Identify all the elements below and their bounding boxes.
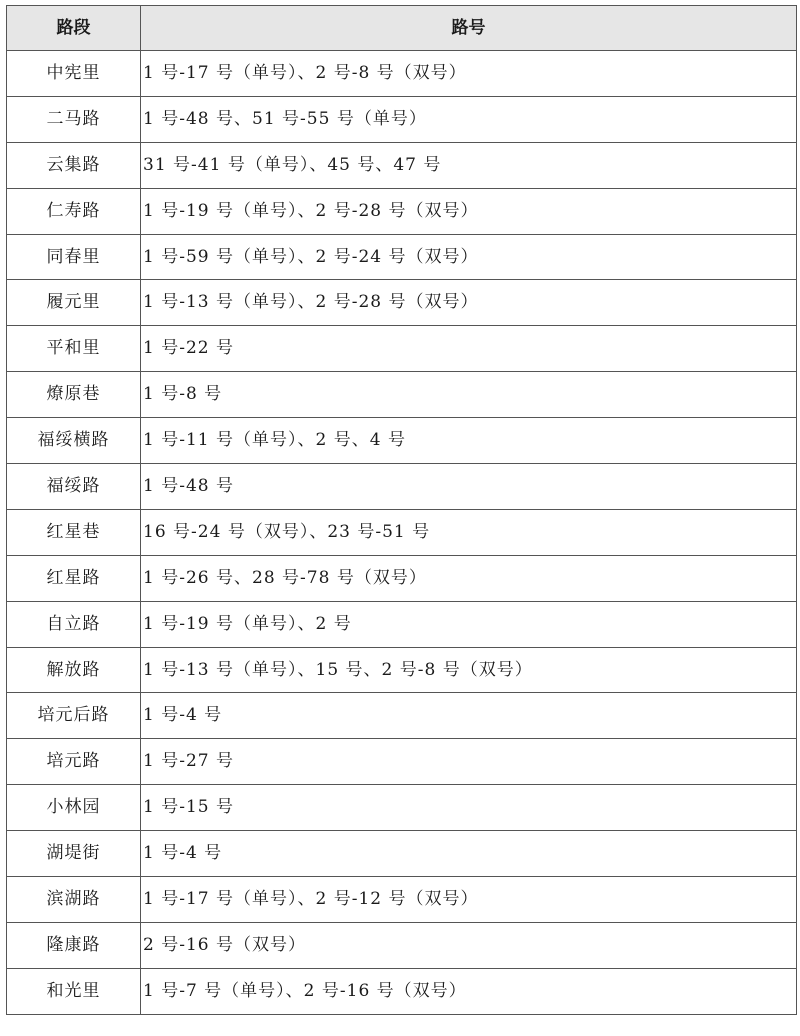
segment-cell: 湖堤街 [7, 831, 141, 877]
numbers-cell: 1 号-48 号 [141, 464, 797, 510]
table-row [7, 555, 797, 601]
table-body [7, 51, 797, 1015]
numbers-cell: 1 号-19 号（单号）、2 号-28 号（双号） [141, 188, 797, 234]
numbers-cell: 1 号-11 号（单号）、2 号、4 号 [141, 418, 797, 464]
segment-cell: 自立路 [7, 601, 141, 647]
segment-cell: 仁寿路 [7, 188, 141, 234]
segment-cell: 履元里 [7, 280, 141, 326]
segment-cell: 隆康路 [7, 922, 141, 968]
segment-cell: 中宪里 [7, 51, 141, 97]
segment-cell: 红星巷 [7, 509, 141, 555]
table-row [7, 739, 797, 785]
numbers-cell: 1 号-13 号（单号）、15 号、2 号-8 号（双号） [141, 647, 797, 693]
numbers-cell: 1 号-59 号（单号）、2 号-24 号（双号） [141, 234, 797, 280]
table-row [7, 372, 797, 418]
segment-cell: 平和里 [7, 326, 141, 372]
numbers-cell: 1 号-4 号 [141, 693, 797, 739]
header-row [7, 6, 797, 51]
segment-cell: 福绥横路 [7, 418, 141, 464]
segment-cell: 解放路 [7, 647, 141, 693]
table-row [7, 831, 797, 877]
numbers-cell: 1 号-22 号 [141, 326, 797, 372]
table-row [7, 188, 797, 234]
numbers-cell: 1 号-15 号 [141, 785, 797, 831]
segment-cell: 红星路 [7, 555, 141, 601]
numbers-cell: 16 号-24 号（双号）、23 号-51 号 [141, 509, 797, 555]
table-row [7, 922, 797, 968]
segment-cell: 和光里 [7, 968, 141, 1014]
numbers-cell: 1 号-7 号（单号）、2 号-16 号（双号） [141, 968, 797, 1014]
numbers-cell: 2 号-16 号（双号） [141, 922, 797, 968]
segment-cell: 滨湖路 [7, 877, 141, 923]
table-row [7, 234, 797, 280]
numbers-cell: 1 号-48 号、51 号-55 号（单号） [141, 96, 797, 142]
table-row [7, 785, 797, 831]
numbers-cell: 1 号-17 号（单号）、2 号-12 号（双号） [141, 877, 797, 923]
street-number-table [6, 5, 797, 1015]
numbers-cell: 1 号-27 号 [141, 739, 797, 785]
table-row [7, 418, 797, 464]
segment-cell: 小林园 [7, 785, 141, 831]
segment-cell: 二马路 [7, 96, 141, 142]
segment-cell: 燎原巷 [7, 372, 141, 418]
segment-cell: 福绥路 [7, 464, 141, 510]
table-row [7, 693, 797, 739]
table-header [7, 6, 797, 51]
table-row [7, 968, 797, 1014]
table-row [7, 464, 797, 510]
header-segment: 路段 [7, 6, 141, 51]
numbers-cell: 1 号-26 号、28 号-78 号（双号） [141, 555, 797, 601]
numbers-cell: 1 号-13 号（单号）、2 号-28 号（双号） [141, 280, 797, 326]
numbers-cell: 1 号-19 号（单号）、2 号 [141, 601, 797, 647]
numbers-cell: 1 号-8 号 [141, 372, 797, 418]
table-row [7, 142, 797, 188]
segment-cell: 同春里 [7, 234, 141, 280]
table-row [7, 280, 797, 326]
table-row [7, 877, 797, 923]
table-row [7, 51, 797, 97]
numbers-cell: 1 号-17 号（单号）、2 号-8 号（双号） [141, 51, 797, 97]
header-numbers: 路号 [141, 6, 797, 51]
table-row [7, 509, 797, 555]
numbers-cell: 31 号-41 号（单号）、45 号、47 号 [141, 142, 797, 188]
street-number-table-container [6, 5, 796, 1015]
segment-cell: 云集路 [7, 142, 141, 188]
segment-cell: 培元路 [7, 739, 141, 785]
table-row [7, 647, 797, 693]
numbers-cell: 1 号-4 号 [141, 831, 797, 877]
segment-cell: 培元后路 [7, 693, 141, 739]
table-row [7, 326, 797, 372]
table-row [7, 601, 797, 647]
table-row [7, 96, 797, 142]
